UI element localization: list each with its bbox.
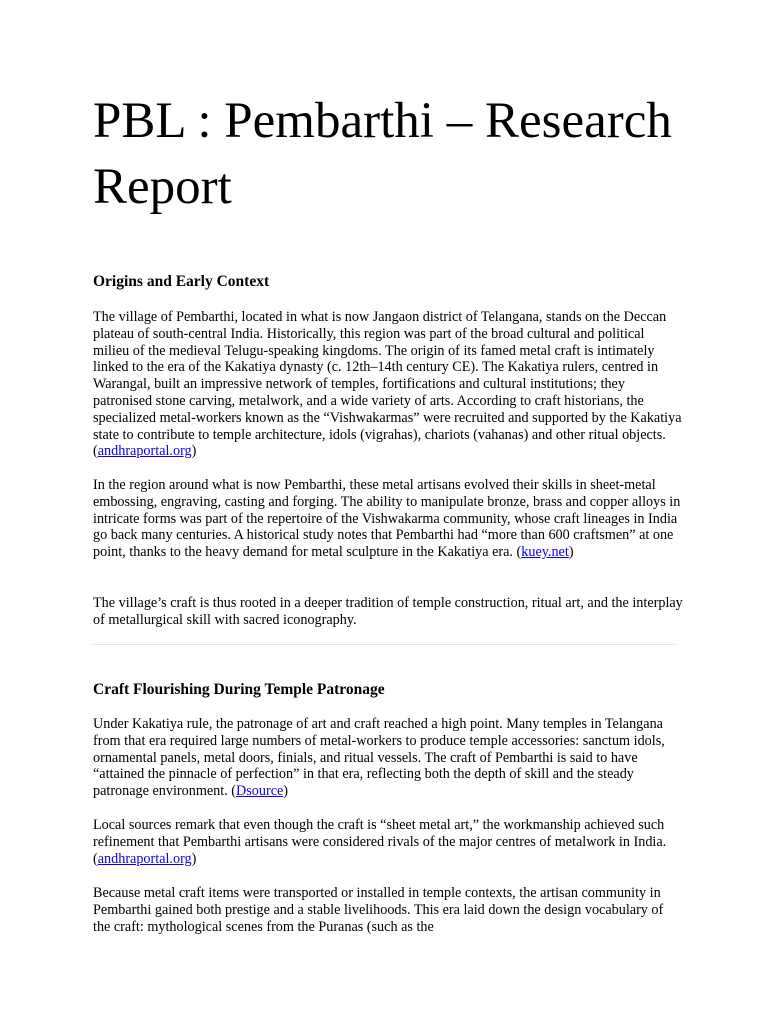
paragraph-origins-1: The village of Pembarthi, located in what is now Jangaon district of Telangana, stands on the Deccan plateau of south-central India. Historically, this region was part of the broad cultural and political milieu of the medieval Telugu-speaking kingdoms. The origin of its famed metal craft is intimately linked to the era of the Kakatiya dynasty (c. 12th–14th century CE). The Kakatiya rulers, centred in Warangal, built an impressive network of temples, fortifications and cultural institutions; they patronised stone carving, metalwork, and a wide variety of arts. According to craft historians, the specialized metal-workers known as the “Vishwakarmas” were recruited and supported by the Kakatiya state to contribute to temple architecture, idols (vigrahas), chariots (vahanas) and other ritual objects. (andhraportal.org) bbox=[93, 309, 682, 460]
citation-link-kuey[interactable]: kuey.net bbox=[521, 544, 569, 561]
paragraph-craft-1: Under Kakatiya rule, the patronage of art and craft reached a high point. Many temples in Telangana from that era required large numbers of metal-workers to produce temple accessories: sanctum idols, ornamental panels, metal doors, finials, and ritual vessels. The craft of Pembarthi is said to have “attained the pinnacle of perfection” in that era, reflecting both the depth of skill and the steady patronage environment. (Dsource) bbox=[93, 716, 665, 800]
citation-link-dsource[interactable]: Dsource bbox=[236, 783, 284, 800]
paragraph-text: The village of Pembarthi, located in what is now Jangaon district of Telangana, stands on the Deccan plateau of south-central India. Historically, this region was part of the broad cultural and political milieu of the medieval Telugu-speaking kingdoms. The origin of its famed metal craft is intimately linked to the era of the Kakatiya dynasty (c. 12th–14th century CE). The Kakatiya rulers, centred in Warangal, built an impressive network of temples, fortifications and cultural institutions; they patronised stone carving, metalwork, and a wide variety of arts. According to craft historians, the specialized metal-workers known as the “Vishwakarmas” were recruited and supported by the Kakatiya state to contribute to temple architecture, idols (vigrahas), chariots (vahanas) and other ritual objects. bbox=[93, 309, 682, 443]
section-divider bbox=[93, 644, 675, 645]
paragraph-craft-3: Because metal craft items were transported or installed in temple contexts, the artisan community in Pembarthi gained both prestige and a stable livelihoods. This era laid down the design vocabulary of the craft: mythological scenes from the Puranas (such as the bbox=[93, 885, 664, 935]
paragraph-text: Local sources remark that even though the craft is “sheet metal art,” the workmanship achieved such refinement that Pembarthi artisans were considered rivals of the major centres of metalwork in India. bbox=[93, 817, 667, 850]
paragraph-craft-2: Local sources remark that even though the craft is “sheet metal art,” the workmanship achieved such refinement that Pembarthi artisans were considered rivals of the major centres of metalwork in India. (andhraportal.org) bbox=[93, 817, 667, 867]
citation-link-andhraportal[interactable]: andhraportal.org bbox=[97, 850, 192, 867]
paragraph-text: In the region around what is now Pembarthi, these metal artisans evolved their skills in sheet-metal embossing, engraving, casting and forging. The ability to manipulate bronze, brass and copper alloys in intricate forms was part of the repertoire of the Vishwakarma community, whose craft lineages in India go back many centuries. A historical study notes that Pembarthi had “more than 600 craftsmen” at one point, thanks to the heavy demand for metal sculpture in the Kakatiya era. bbox=[93, 477, 681, 561]
document-title: PBL : Pembarthi – Research Report bbox=[93, 93, 672, 215]
citation-link-andhraportal[interactable]: andhraportal.org bbox=[97, 443, 192, 460]
section-heading-craft-flourishing: Craft Flourishing During Temple Patronage bbox=[93, 681, 385, 698]
paragraph-origins-2: In the region around what is now Pembarthi, these metal artisans evolved their skills in sheet-metal embossing, engraving, casting and forging. The ability to manipulate bronze, brass and copper alloys in intricate forms was part of the repertoire of the Vishwakarma community, whose craft lineages in India go back many centuries. A historical study notes that Pembarthi had “more than 600 craftsmen” at one point, thanks to the heavy demand for metal sculpture in the Kakatiya era. (kuey.net) bbox=[93, 477, 681, 561]
paragraph-text: Under Kakatiya rule, the patronage of art and craft reached a high point. Many temples in Telangana from that era required large numbers of metal-workers to produce temple accessories: sanctum idols, ornamental panels, metal doors, finials, and ritual vessels. The craft of Pembarthi is said to have “attained the pinnacle of perfection” in that era, reflecting both the depth of skill and the steady patronage environment. bbox=[93, 716, 665, 800]
section-heading-origins: Origins and Early Context bbox=[93, 273, 270, 290]
paragraph-origins-3: The village’s craft is thus rooted in a deeper tradition of temple construction, ritual art, and the interplay of metallurgical skill with sacred iconography. bbox=[93, 595, 683, 628]
